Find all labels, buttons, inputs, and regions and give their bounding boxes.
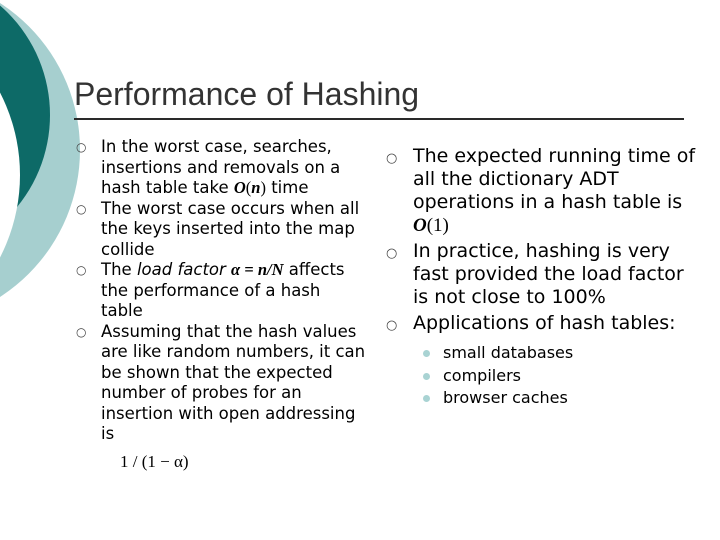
hollow-circle-bullet-icon: ○ [76, 140, 87, 154]
title-underline [74, 118, 684, 120]
hollow-circle-bullet-icon: ○ [386, 246, 398, 261]
right-bullet-applications: ○ Applications of hash tables: small databases compilers browser caches [386, 312, 696, 410]
sublist-item: small databases [413, 342, 696, 365]
left-bullet-worst-case: ○ In the worst case, searches, insertions and removals on a hash table take O(n) time [76, 137, 341, 197]
filled-dot-bullet-icon [423, 350, 430, 357]
hollow-circle-bullet-icon: ○ [386, 318, 398, 333]
slide-title: Performance of Hashing [74, 76, 420, 112]
hollow-circle-bullet-icon: ○ [76, 201, 87, 216]
left-bullet-load-factor: ○ The load factor α = n/N affects the performance of a hash table [76, 260, 345, 320]
right-bullet-list [386, 145, 696, 413]
left-bullet-probes: ○ Assuming that the hash values are like random numbers, it can be shown that the expected number of probes for an insertion with open addressing is [76, 321, 366, 443]
hollow-circle-bullet-icon: ○ [76, 324, 87, 339]
filled-dot-bullet-icon [423, 395, 430, 402]
sublist-item: compilers [413, 365, 696, 388]
hollow-circle-bullet-icon: ○ [76, 263, 87, 277]
applications-sublist [413, 342, 696, 410]
sublist-item: browser caches [413, 387, 696, 410]
right-bullet-expected-time: ○ The expected running time of all the dictionary ADT operations in a hash table is O(1) [386, 145, 696, 236]
filled-dot-bullet-icon [423, 373, 430, 380]
right-bullet-in-practice: ○ In practice, hashing is very fast provided the load factor is not close to 100% [386, 240, 684, 308]
hollow-circle-bullet-icon: ○ [386, 151, 398, 166]
left-bullet-collide: ○ The worst case occurs when all the keys inserted into the map collide [76, 198, 360, 259]
left-bullet-list [76, 137, 366, 472]
probe-formula: 1 / (1 − α) [120, 451, 189, 471]
